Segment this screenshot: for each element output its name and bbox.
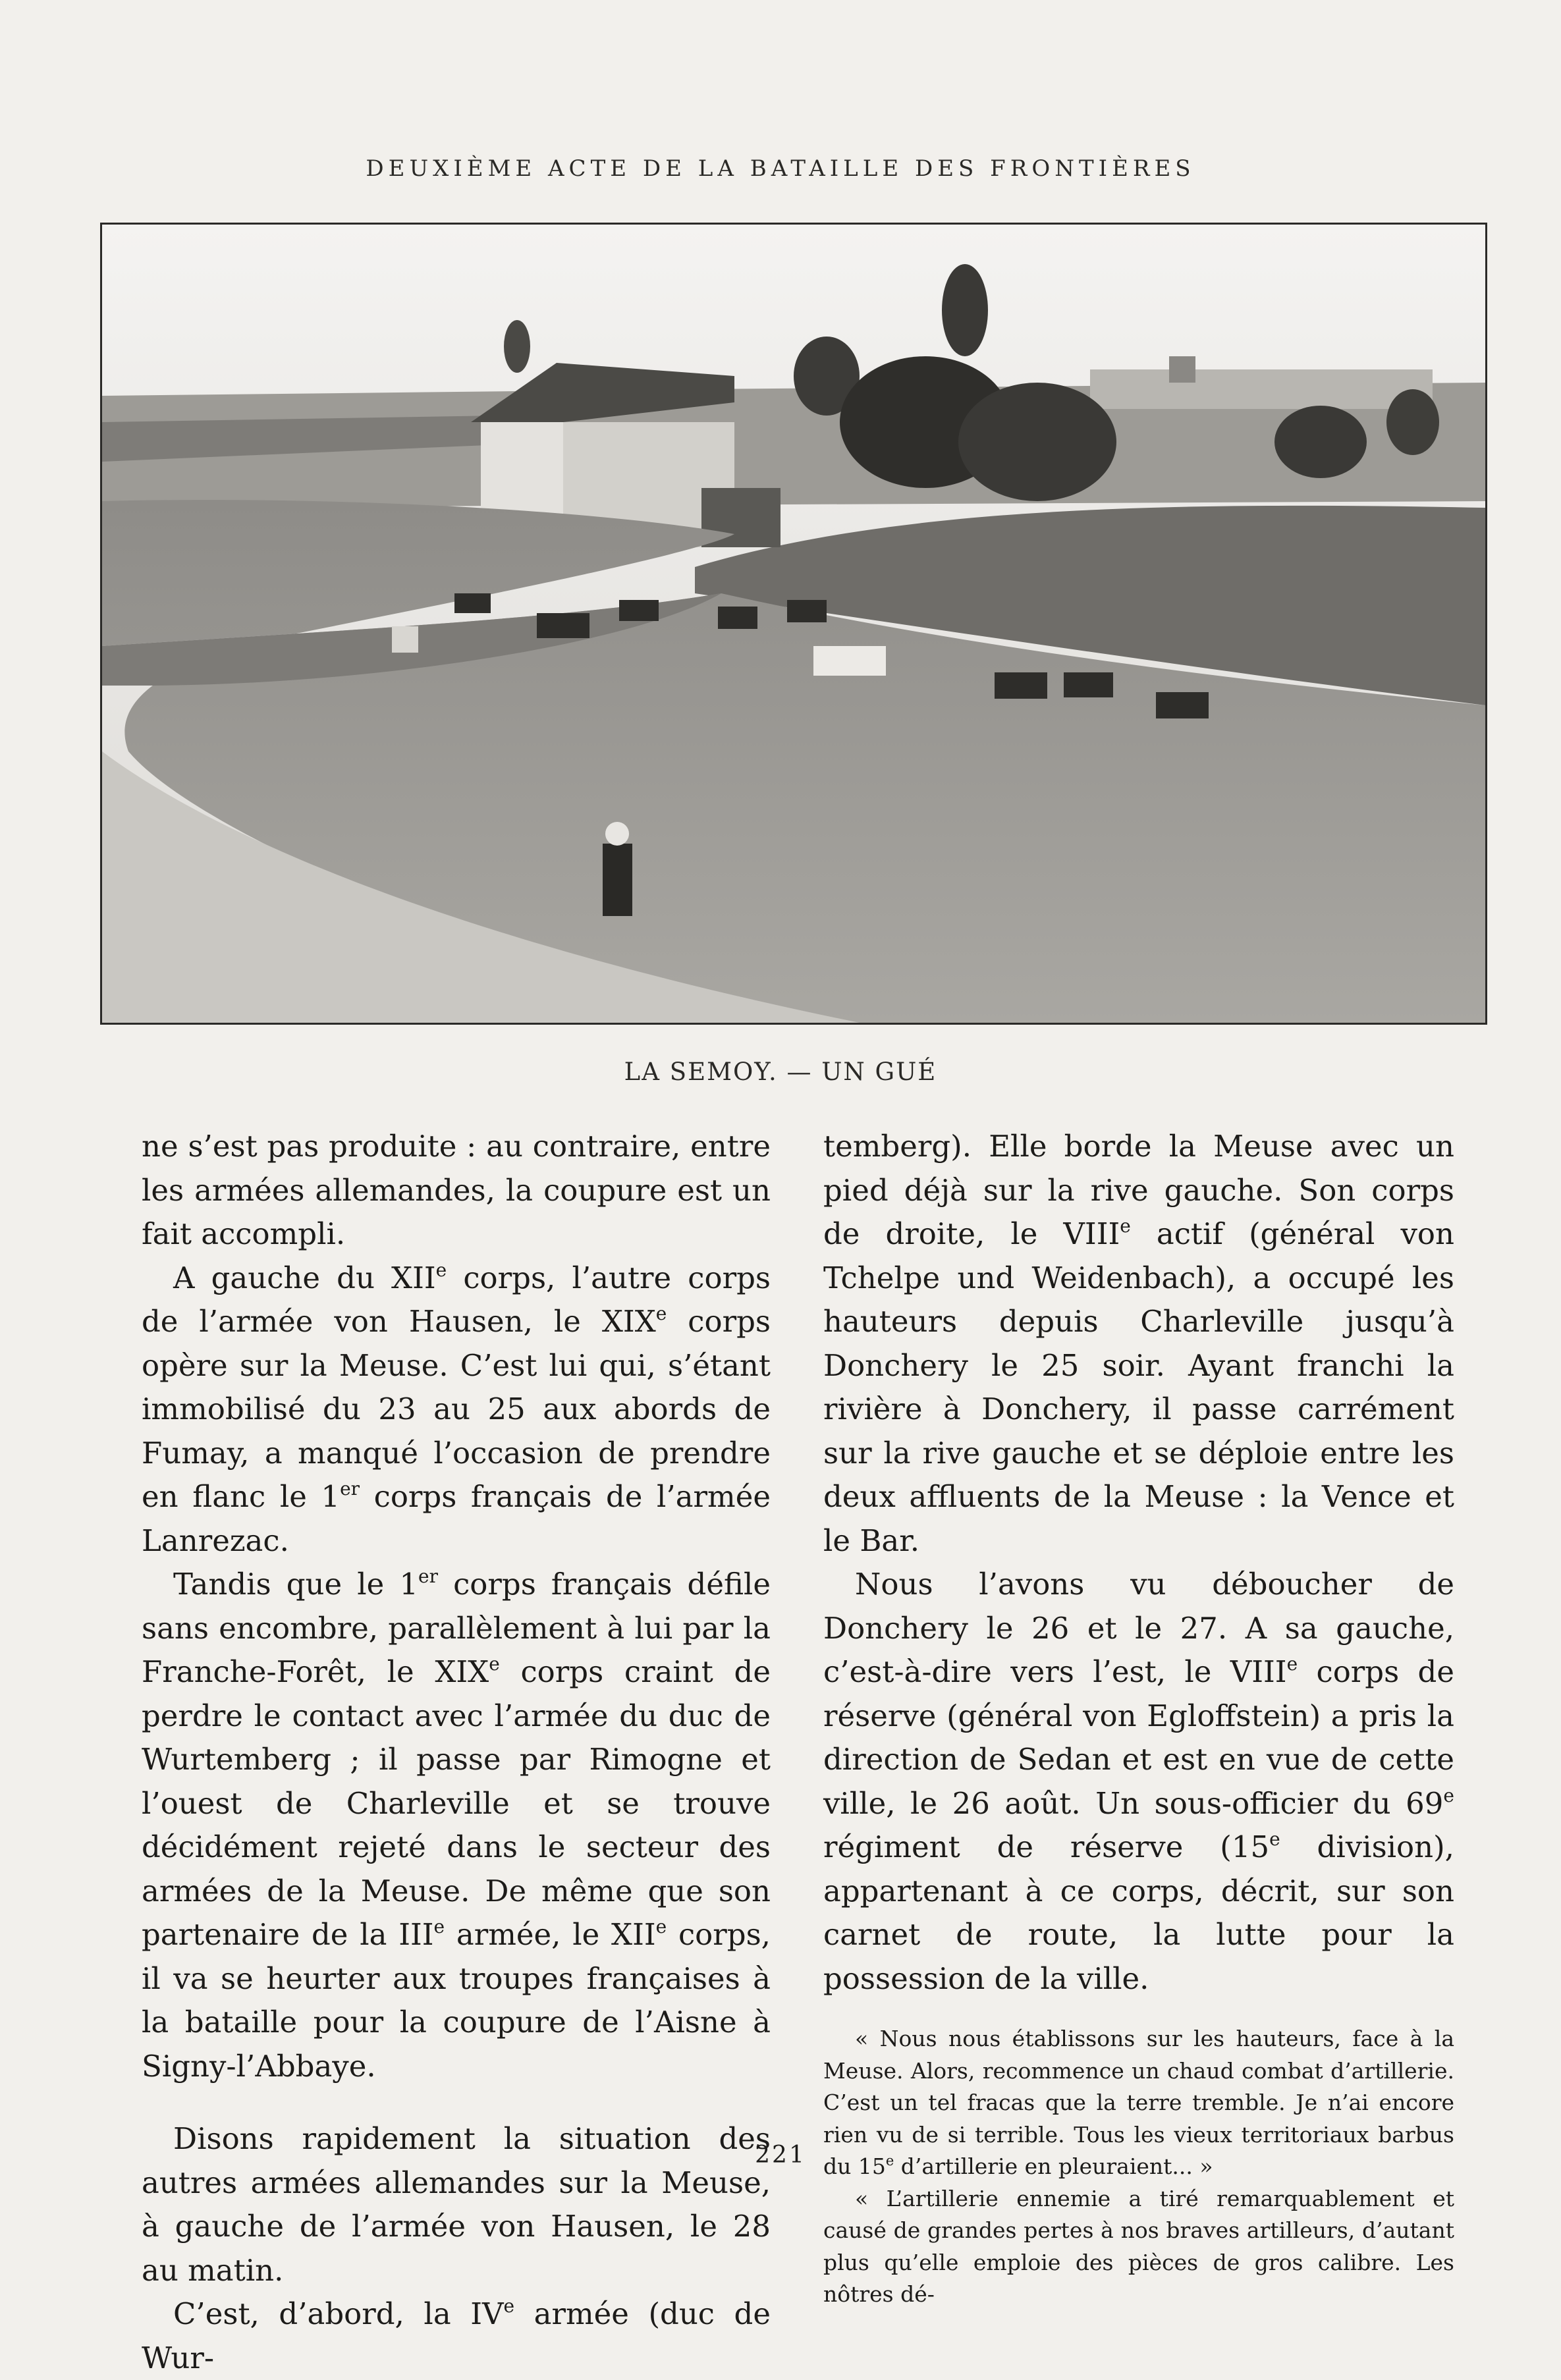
text-run: temberg). Elle borde la Meuse avec un pied déjà sur la rive gauche. Son corps de droite, le VIII [823, 1129, 1454, 1251]
body-paragraph [142, 2292, 771, 2380]
photo-scene [102, 225, 1485, 1023]
text-run: corps français de l’armée Lanrezac. [142, 1479, 771, 1558]
photo-caption: LA SEMOY. — UN GUÉ [624, 1058, 937, 1086]
superscript: e [885, 2153, 894, 2169]
text-run: « Nous nous établissons sur les hauteurs, face à la Meuse. Alors, recommence un chaud combat d’artillerie. C’est un tel fracas que la terre tremble. Je n’ai encore rien vu de si terrible. Tous les vieux territoriaux barbus du 15 [823, 2026, 1454, 2179]
text-run: division), appartenant à ce corps, décrit, sur son carnet de route, la lutte pour la possession de la ville. [823, 1829, 1454, 1996]
text-run: actif (général von Tchelpe und Weidenbach), a occupé les hauteurs depuis Charleville jusqu’à Donchery le 25 soir. Ayant franchi la rivière à Donchery, il passe carrément sur la rive gauche et se déploie entre les deux affluents de la Meuse : la Vence et le Bar. [823, 1216, 1454, 1558]
text-run: corps de réserve (général von Egloffstein) a pris la direction de Sedan et est en vue de cette ville, le 26 août. Un sous-officier du 69 [823, 1654, 1454, 1821]
superscript: e [1269, 1828, 1280, 1850]
photograph-semoy-ford [100, 223, 1487, 1025]
superscript: e [1443, 1784, 1454, 1806]
superscript: e [503, 2295, 515, 2317]
superscript: e [489, 1653, 500, 1675]
text-run: régiment de réserve (15 [823, 1829, 1270, 1864]
text-run: ne s’est pas produite : au contraire, entre les armées allemandes, la coupure est un fait accompli. [142, 1129, 771, 1251]
text-run: corps français défile sans encombre, parallèlement à lui par la Franche-Forêt, le XIX [142, 1567, 771, 1689]
superscript: e [433, 1916, 445, 1937]
body-paragraph [142, 1563, 771, 2088]
left-text-column [142, 1125, 771, 2380]
text-run: C’est, d’abord, la IV [173, 2296, 504, 2331]
text-run: armée, le XII [445, 1917, 656, 1952]
text-run: Disons rapidement la situation des autres armées allemandes sur la Meuse, à gauche de l’armée von Hausen, le 28 au matin. [142, 2121, 771, 2288]
text-run: Tandis que le 1 [173, 1567, 419, 1602]
superscript: e [655, 1916, 667, 1937]
text-run: corps craint de perdre le contact avec l’armée du duc de Wurtemberg ; il passe par Rimogne et l’ouest de Charleville et se trouve décidément rejeté dans le secteur des armées de la Meuse. De même que son partenaire de la III [142, 1654, 771, 1952]
superscript: er [340, 1478, 360, 1500]
text-run: d’artillerie en pleuraient... » [894, 2153, 1213, 2179]
body-paragraph [142, 1125, 771, 1257]
text-run: « L’artillerie ennemie a tiré remarquablement et causé de grandes pertes à nos braves artilleurs, d’autant plus qu’elle emploie des pièces de gros calibre. Les nôtres dé- [823, 2185, 1454, 2307]
text-run: A gauche du XII [173, 1260, 436, 1295]
body-paragraph [142, 1257, 771, 1563]
text-run: Nous l’avons vu déboucher de Donchery le 26 et le 27. A sa gauche, c’est-à-dire vers l’est, le VIII [823, 1567, 1454, 1689]
text-run: corps opère sur la Meuse. C’est lui qui, s’étant immobilisé du 23 au 25 aux abords de Fumay, a manqué l’occasion de prendre en flanc le 1 [142, 1304, 771, 1514]
body-paragraph [823, 1563, 1454, 2001]
superscript: e [1120, 1215, 1131, 1237]
body-paragraph [823, 1125, 1454, 1563]
text-run: corps, l’autre corps de l’armée von Hausen, le XIX [142, 1260, 771, 1339]
superscript: er [418, 1565, 438, 1587]
right-text-column [823, 1125, 1454, 2311]
text-run: corps, il va se heurter aux troupes françaises à la bataille pour la coupure de l’Aisne à Signy-l’Abbaye. [142, 1917, 771, 2084]
quoted-paragraph [823, 2183, 1454, 2311]
superscript: e [655, 1303, 667, 1324]
running-head: DEUXIÈME ACTE DE LA BATAILLE DES FRONTIÈRES [366, 155, 1195, 182]
text-run: armée (duc de Wur- [142, 2296, 771, 2375]
superscript: e [435, 1258, 447, 1281]
page-number: 221 [755, 2142, 806, 2169]
superscript: e [1286, 1653, 1298, 1675]
